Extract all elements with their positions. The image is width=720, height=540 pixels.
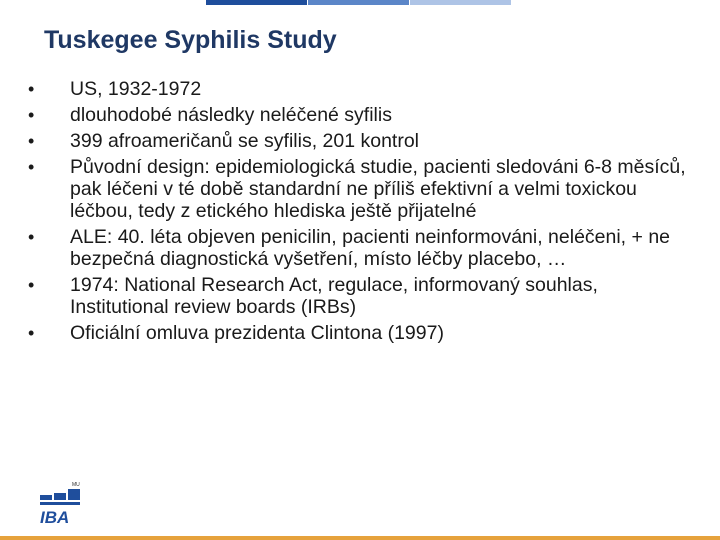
logo-bars	[40, 489, 80, 505]
bullet-dot: •	[28, 131, 35, 151]
logo-small-text: MU	[72, 482, 80, 488]
bullet-text: US, 1932-1972	[70, 78, 202, 100]
bullet-dot: •	[28, 275, 35, 295]
bullet-text: ALE: 40. léta objeven penicilin, pacienti neinformováni, neléčeni, + ne bezpečná diagnostická vyšetření, místo léčby placebo, …	[70, 226, 671, 270]
bullet-item	[26, 226, 691, 270]
bullet-text: 1974: National Research Act, regulace, informovaný souhlas, Institutional review boards (IRBs)	[70, 274, 598, 318]
bullet-dot: •	[28, 323, 35, 343]
bullet-dot: •	[28, 227, 35, 247]
bullet-list	[26, 78, 691, 348]
bullet-dot: •	[28, 79, 35, 99]
bullet-item	[26, 78, 691, 100]
bullet-dot: •	[28, 157, 35, 177]
slide-title: Tuskegee Syphilis Study	[44, 26, 337, 54]
bottom-accent-strip	[0, 536, 720, 540]
top-bar-dark	[206, 0, 307, 5]
logo-text: IBA	[40, 508, 70, 527]
bullet-item	[26, 130, 691, 152]
bullet-item	[26, 156, 691, 222]
top-bar-medium	[308, 0, 409, 5]
bullet-item	[26, 274, 691, 318]
bullet-text: 399 afroameričanů se syfilis, 201 kontrol	[70, 130, 420, 152]
bullet-dot: •	[28, 105, 35, 125]
bullet-text: Původní design: epidemiologická studie, pacienti sledováni 6-8 měsíců, pak léčeni v té době standardní ne příliš efektivní a velmi toxickou léčbou, tedy z etického hlediska ještě přijatelné	[70, 156, 686, 222]
top-bar-light	[410, 0, 511, 5]
top-accent-bars	[206, 0, 512, 5]
bullet-text: Oficiální omluva prezidenta Clintona (1997)	[70, 322, 444, 344]
iba-logo	[38, 478, 86, 528]
bullet-text: dlouhodobé následky neléčené syfilis	[70, 104, 392, 126]
bullet-item	[26, 322, 691, 344]
bullet-item	[26, 104, 691, 126]
